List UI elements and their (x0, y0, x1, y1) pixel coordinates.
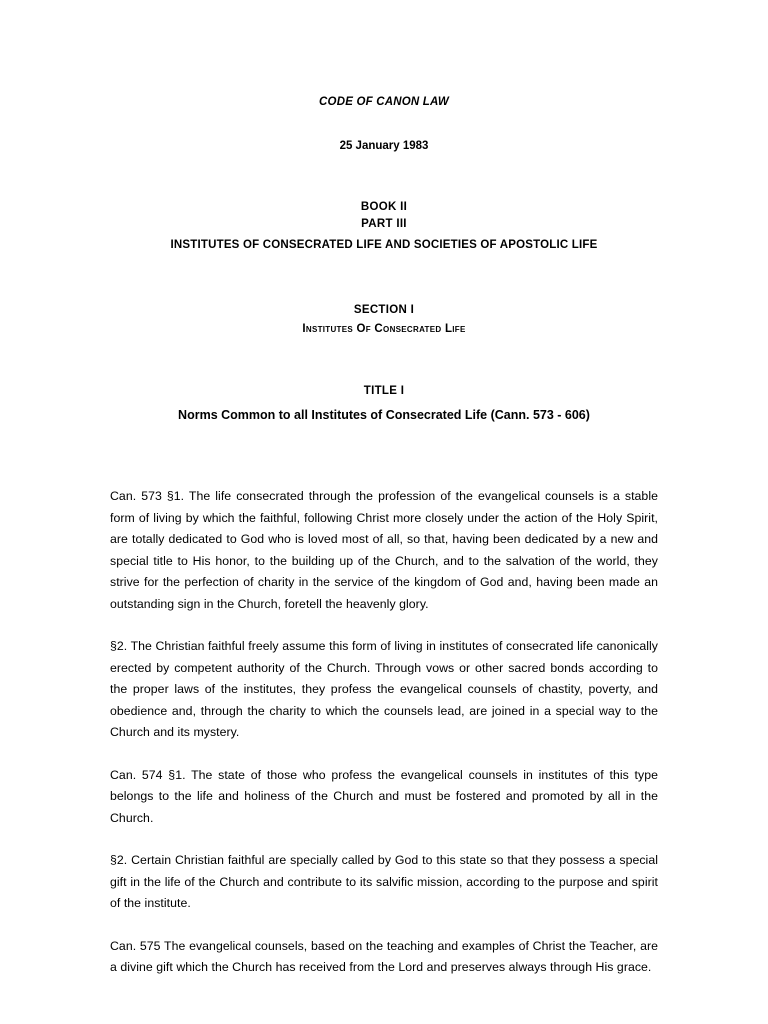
paragraph: Can. 575 The evangelical counsels, based on the teaching and examples of Christ the Teacher, are a divine gift which the Church has received from the Lord and preserves always through His grace. (110, 938, 658, 974)
title-heading: Norms Common to all Institutes of Consecrated Life (Cann. 573 - 606) (178, 408, 590, 422)
document-date: 25 January 1983 (339, 140, 429, 152)
book-heading-block (110, 199, 658, 254)
paragraph: §2. The Christian faithful freely assume this form of living in institutes of consecrated life canonically erected by competent authority of the Church. Through vows or other sacred bonds according to the proper laws of the institutes, they profess the evangelical counsels of chastity, poverty, and obedience and, through the charity to which the counsels lead, are joined in a special way to the Church and its mystery. (110, 639, 658, 739)
book-number: BOOK II (360, 201, 408, 213)
paragraph: §2. Certain Christian faithful are specially called by God to this state so that they possess a special gift in the life of the Church and contribute to its salvific mission, according to the purpose and spirit of the institute. (110, 853, 658, 910)
title-number: TITLE I (363, 385, 405, 397)
title-heading-block (110, 383, 658, 424)
paragraph: Can. 573 §1. The life consecrated through the profession of the evangelical counsels is a stable form of living by which the faithful, following Christ more closely under the action of the Holy Spirit, are totally dedicated to God who is loved most of all, so that, having been dedicated by a new and special title to His honor, to the building up of the Church, and to the salvation of the world, they strive for the perfection of charity in the service of the kingdom of God and, having been made an outstanding sign in the Church, foretell the heavenly glory. (110, 489, 658, 611)
paragraph: Can. 574 §1. The state of those who profess the evangelical counsels in institutes of this type belongs to the life and holiness of the Church and must be fostered and promoted by all in the Church. (110, 767, 658, 825)
section-heading-block (110, 302, 658, 335)
document-title: CODE OF CANON LAW (319, 96, 449, 108)
part-number: PART III (361, 218, 407, 230)
body-text (110, 486, 658, 979)
section-number: SECTION I (353, 304, 415, 316)
part-subtitle: INSTITUTES OF CONSECRATED LIFE AND SOCIETIES OF APOSTOLIC LIFE (170, 239, 598, 251)
section-subtitle: Institutes Of Consecrated Life (302, 323, 466, 335)
